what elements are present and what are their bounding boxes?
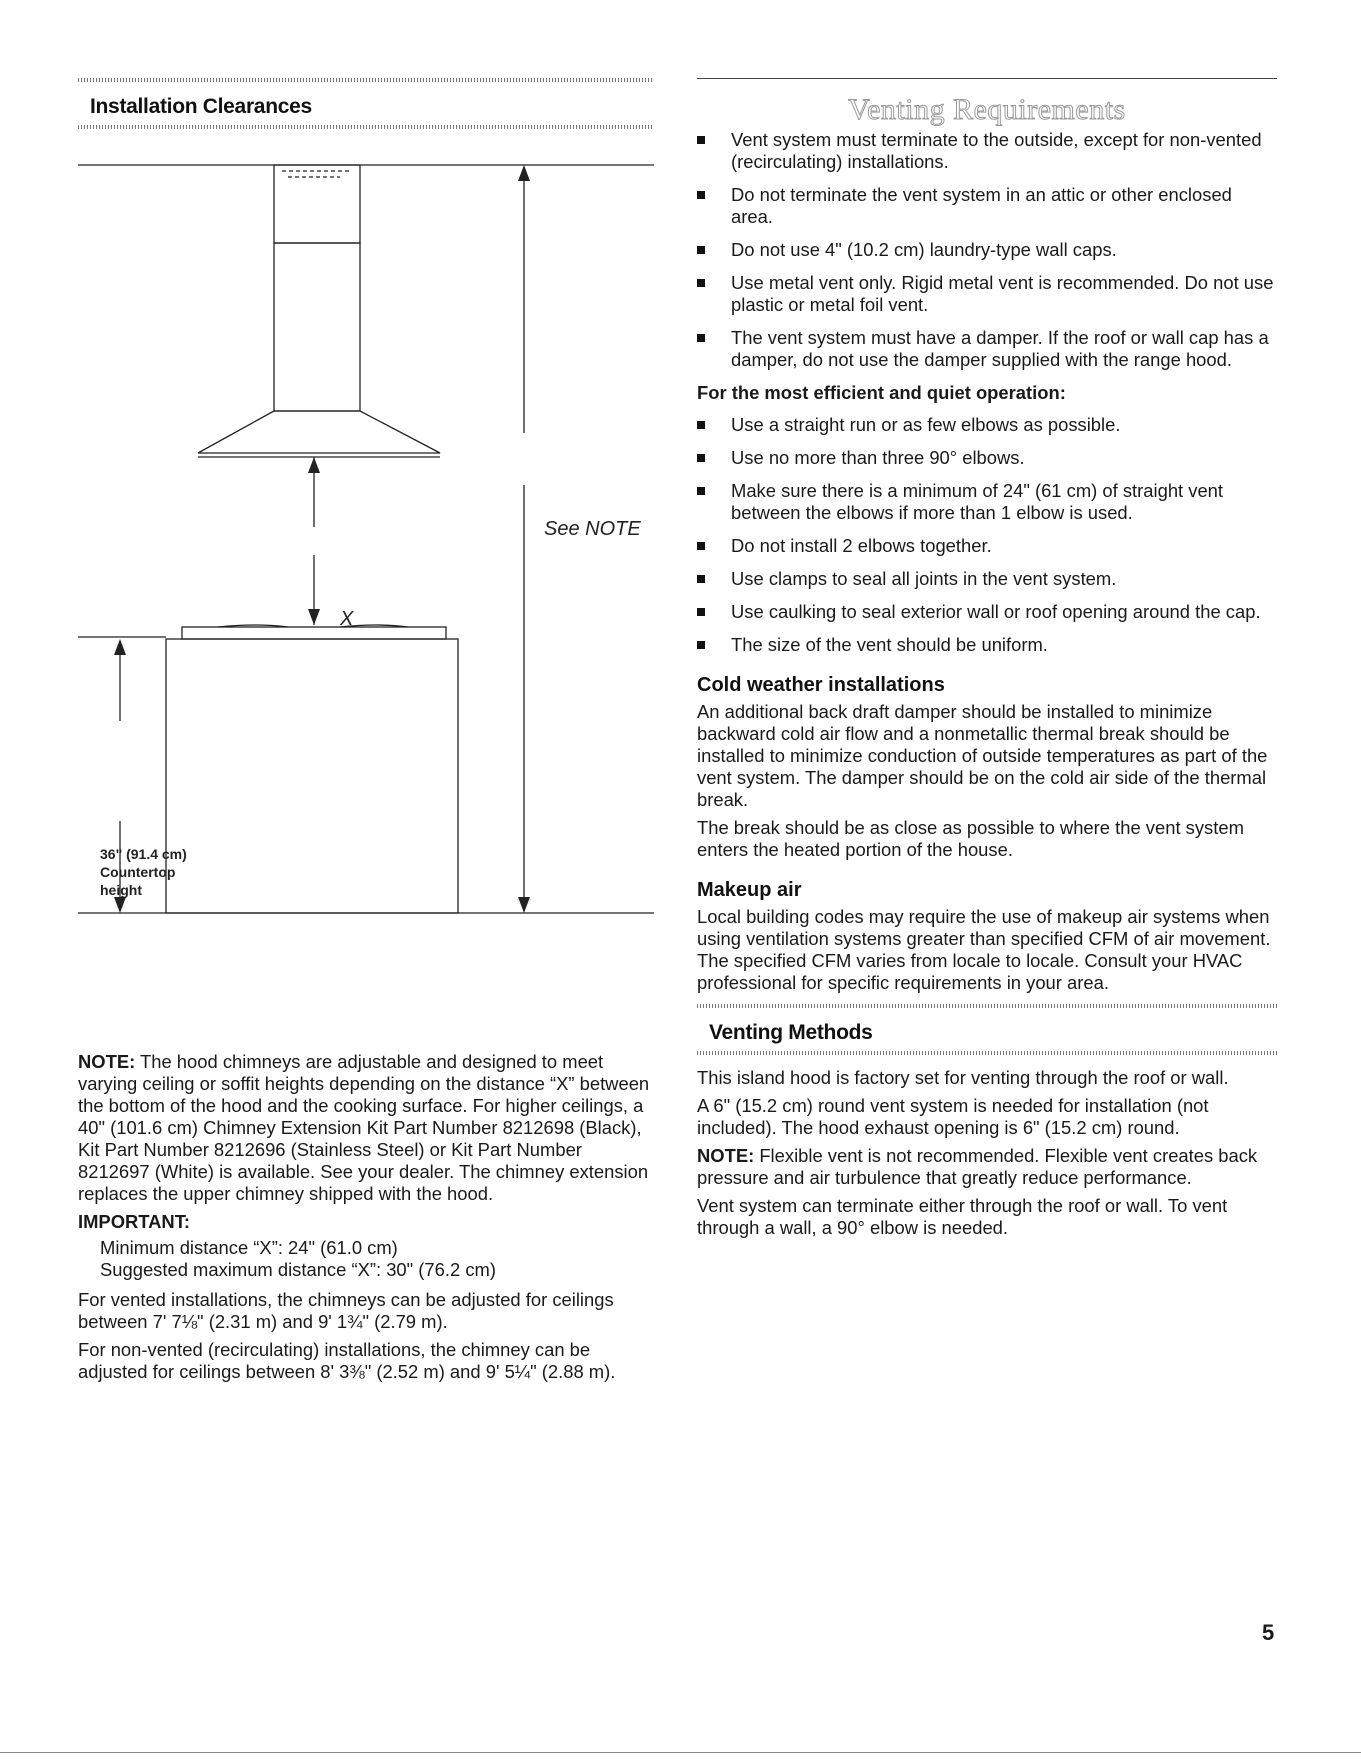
max-distance: Suggested maximum distance “X”: 30" (76.2 cm) bbox=[100, 1259, 496, 1280]
min-distance: Minimum distance “X”: 24" (61.0 cm) bbox=[100, 1237, 398, 1258]
bullet-square-icon bbox=[697, 641, 705, 649]
bullet-square-icon bbox=[697, 608, 705, 616]
counter-arrow-down bbox=[114, 897, 126, 913]
methods-paragraph-3: Vent system can terminate either through the roof or wall. To vent through a wall, a 90° elbow is needed. bbox=[697, 1195, 1228, 1238]
countertop-label-line: Countertop bbox=[100, 864, 176, 880]
methods-paragraph-2: A 6" (15.2 cm) round vent system is needed for installation (not included). The hood exhaust opening is 6" (15.2 cm) round. bbox=[697, 1095, 1209, 1138]
clearance-diagram bbox=[78, 131, 654, 1051]
venting-methods-heading: Venting Methods bbox=[709, 1021, 873, 1044]
bottom-rule bbox=[0, 1752, 1361, 1753]
methods-note-label: NOTE: bbox=[697, 1145, 755, 1166]
bullet-square-icon bbox=[697, 421, 705, 429]
important-label: IMPORTANT: bbox=[78, 1211, 191, 1232]
bullet-square-icon bbox=[697, 487, 705, 495]
note-paragraph bbox=[78, 1051, 654, 1205]
hood-canopy bbox=[198, 411, 440, 453]
nonvented-paragraph: For non-vented (recirculating) installations, the chimney can be adjusted for ceilings between 8' 3⅜" (2.52 m) and 9' 5¼" (2.88 m). bbox=[78, 1339, 616, 1382]
venting-requirements-title: Venting Requirements bbox=[848, 93, 1126, 126]
lower-chimney bbox=[274, 243, 360, 411]
list-item: Vent system must terminate to the outside, except for non-vented (recirculating) installations. bbox=[697, 129, 1277, 173]
left-column bbox=[78, 78, 654, 1389]
bullet-square-icon bbox=[697, 542, 705, 550]
important-list bbox=[78, 1237, 654, 1281]
list-item: Use no more than three 90° elbows. bbox=[697, 447, 1277, 469]
list-item: Use clamps to seal all joints in the vent system. bbox=[697, 568, 1277, 590]
right-column bbox=[697, 78, 1277, 1245]
x-dimension-label: X bbox=[340, 608, 354, 630]
list-item: Do not install 2 elbows together. bbox=[697, 535, 1277, 557]
counter-arrow-up bbox=[114, 639, 126, 655]
overall-arrow-down bbox=[518, 897, 530, 913]
bullet-square-icon bbox=[697, 191, 705, 199]
heading-dotted-rule bbox=[78, 125, 654, 129]
installation-clearances-heading: Installation Clearances bbox=[90, 95, 312, 118]
cold-weather-heading: Cold weather installations bbox=[697, 674, 945, 696]
list-item: Use a straight run or as few elbows as possible. bbox=[697, 414, 1277, 436]
requirements-list bbox=[697, 129, 1277, 371]
bullet-square-icon bbox=[697, 454, 705, 462]
countertop-label-line: height bbox=[100, 882, 142, 898]
makeup-air-heading: Makeup air bbox=[697, 879, 802, 901]
countertop-height-label bbox=[100, 845, 220, 899]
list-item: Use metal vent only. Rigid metal vent is recommended. Do not use plastic or metal foil vent. bbox=[697, 272, 1277, 316]
see-note-label: See NOTE bbox=[544, 518, 641, 540]
cooktop bbox=[182, 627, 446, 639]
list-item: Make sure there is a minimum of 24" (61 cm) of straight vent between the elbows if more than 1 elbow is used. bbox=[697, 480, 1277, 524]
vented-paragraph: For vented installations, the chimneys can be adjusted for ceilings between 7' 7⅛" (2.31 m) and 9' 1¾" (2.79 m). bbox=[78, 1289, 614, 1332]
list-item: Do not terminate the vent system in an attic or other enclosed area. bbox=[697, 184, 1277, 228]
bullet-square-icon bbox=[697, 246, 705, 254]
bullet-square-icon bbox=[697, 575, 705, 583]
efficient-operation-list bbox=[697, 414, 1277, 656]
bullet-square-icon bbox=[697, 279, 705, 287]
methods-note-text: Flexible vent is not recommended. Flexible vent creates back pressure and air turbulence that greatly reduce performance. bbox=[697, 1145, 1258, 1188]
countertop-label-line: 36" (91.4 cm) bbox=[100, 846, 187, 862]
list-item: The vent system must have a damper. If the roof or wall cap has a damper, do not use the damper supplied with the range hood. bbox=[697, 327, 1277, 371]
note-label: NOTE: bbox=[78, 1051, 136, 1072]
methods-note-paragraph bbox=[697, 1145, 1277, 1189]
x-arrow-down bbox=[308, 609, 320, 625]
efficient-operation-heading: For the most efficient and quiet operation: bbox=[697, 382, 1066, 403]
chimney-dashed-edge bbox=[282, 171, 350, 177]
list-item: Do not use 4" (10.2 cm) laundry-type wall caps. bbox=[697, 239, 1277, 261]
methods-paragraph-1: This island hood is factory set for venting through the roof or wall. bbox=[697, 1067, 1229, 1088]
bullet-square-icon bbox=[697, 334, 705, 342]
list-item: The size of the vent should be uniform. bbox=[697, 634, 1277, 656]
range-hood-drawing bbox=[78, 131, 654, 1051]
cold-weather-paragraph: An additional back draft damper should be installed to minimize backward cold air flow and a nonmetallic thermal break should be installed to minimize conduction of outside temperatures as part of the vent system. The damper should be on the cold air side of the thermal break. bbox=[697, 701, 1268, 810]
makeup-air-paragraph: Local building codes may require the use of makeup air systems when using ventilation systems greater than specified CFM of air movement. The specified CFM varies from locale to locale. Consult your HVAC professional for specific requirements in your area. bbox=[697, 906, 1271, 993]
top-solid-rule bbox=[697, 78, 1277, 79]
note-text: The hood chimneys are adjustable and designed to meet varying ceiling or soffit heights depending on the distance “X” between the bottom of the hood and the cooking surface. For higher ceilings, a 40" (101.6 cm) Chimney Extension Kit Part Number 8212698 (Black), Kit Part Number 8212696 (Stainless Steel) or Kit Part Number 8212697 (White) is available. See your dealer. The chimney extension replaces the upper chimney shipped with the hood. bbox=[78, 1051, 650, 1204]
bullet-square-icon bbox=[697, 136, 705, 144]
list-item: Use caulking to seal exterior wall or roof opening around the cap. bbox=[697, 601, 1277, 623]
page-number: 5 bbox=[1262, 1620, 1275, 1645]
overall-arrow-up bbox=[518, 165, 530, 181]
thermal-break-paragraph: The break should be as close as possible to where the vent system enters the heated portion of the house. bbox=[697, 817, 1244, 860]
methods-bottom-dotted-rule bbox=[697, 1051, 1277, 1055]
x-arrow-up bbox=[308, 457, 320, 473]
